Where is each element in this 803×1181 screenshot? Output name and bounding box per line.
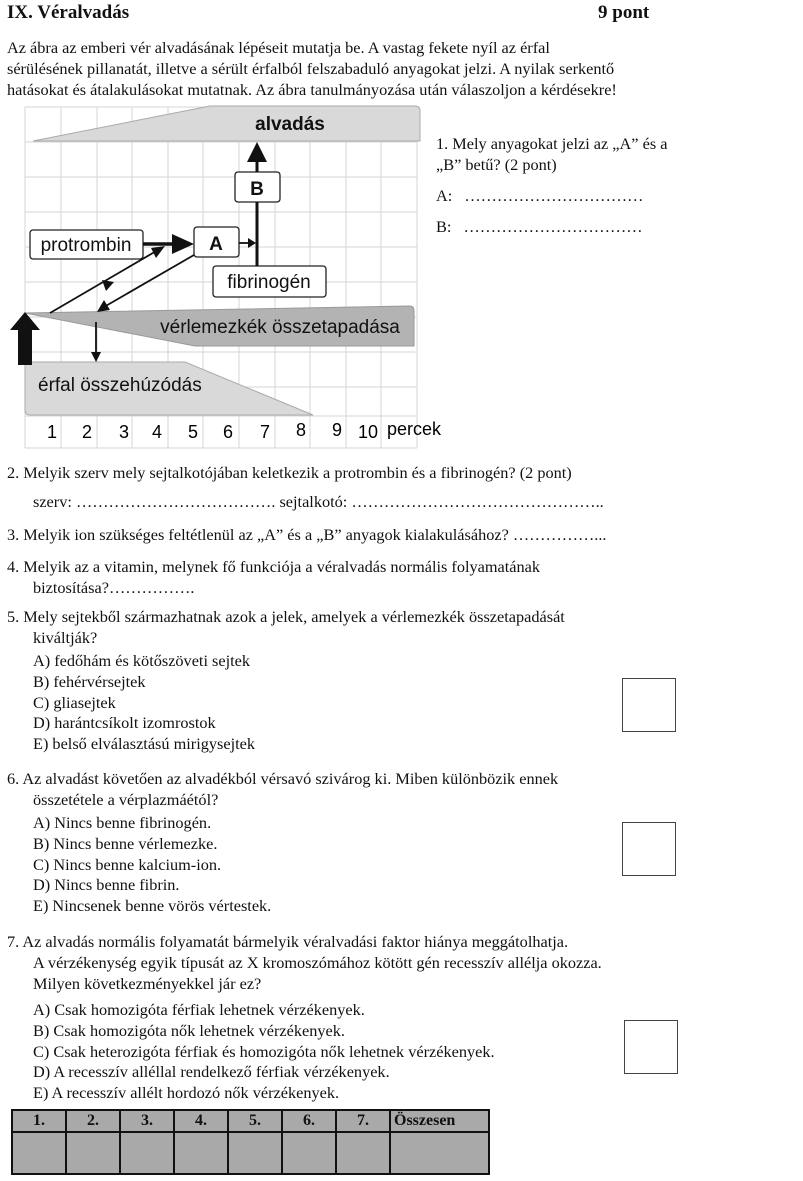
option: C) Nincs benne kalcium-ion. — [33, 854, 222, 874]
option: B) Csak homozigóta nők lehetnek vérzékenyek. — [33, 1020, 345, 1040]
option: C) gliasejtek — [33, 692, 116, 712]
score-cell[interactable] — [120, 1132, 174, 1174]
question-7-text: 7. Az alvadás normális folyamatát bármelyik véralvadási faktor hiánya meggátolhatja. — [7, 932, 569, 951]
box-fibrinogen-label: fibrinogén — [227, 272, 311, 293]
answer-box-q6[interactable] — [622, 822, 676, 876]
option: A) fedőhám és kötőszöveti sejtek — [33, 651, 251, 670]
option: E) Nincsenek benne vörös vértestek. — [33, 896, 272, 916]
question-5-text: kiváltják? — [33, 628, 98, 647]
axis-tick: 10 — [357, 422, 379, 442]
question-4-text: 4. Melyik az a vitamin, melynek fő funkciója a véralvadás normális folyamatának — [7, 557, 541, 576]
band-alvadas-label: alvadás — [255, 114, 325, 135]
question-6-text: összetétele a vérplazmáétól? — [33, 790, 219, 809]
question-6-text: 6. Az alvadást követően az alvadékból vérsavó szivárog ki. Miben különbözik ennek — [7, 769, 559, 788]
question-2 — [7, 462, 604, 512]
intro-line: Az ábra az emberi vér alvadásának lépéseit mutatja be. A vastag fekete nyíl az érfal — [7, 38, 550, 57]
score-cell-total[interactable] — [390, 1132, 489, 1174]
question-7 — [7, 931, 602, 1104]
axis-unit: percek — [387, 419, 442, 439]
option: C) Csak heterozigóta férfiak és homozigóta nők lehetnek vérzékenyek. — [33, 1041, 495, 1061]
option: A) Nincs benne fibrinogén. — [33, 813, 212, 832]
coagulation-diagram — [0, 100, 460, 455]
option: B) Nincs benne vérlemezke. — [33, 833, 218, 853]
intro-line: sérülésének pillanatát, illetve a sérült érfalból felszabaduló anyagokat jelzi. A nyilak serkentő — [7, 59, 615, 78]
question-7-text: A vérzékenység egyik típusát az X kromoszómához kötött gén recesszív allélja okozza. — [33, 953, 602, 972]
score-header: 7. — [336, 1110, 390, 1132]
question-2-answer[interactable]: szerv: ………………………………. sejtalkotó: ……………………………………….. — [33, 492, 604, 511]
score-header: 4. — [174, 1110, 228, 1132]
band-alvadas — [33, 106, 420, 141]
score-header: 5. — [228, 1110, 282, 1132]
answer-box-q5[interactable] — [622, 678, 676, 732]
option: E) belső elválasztású mirigysejtek — [33, 734, 255, 754]
question-4-text[interactable]: biztosítása?……………. — [33, 578, 195, 597]
question-5-text: 5. Mely sejtekből származhatnak azok a jelek, amelyek a vérlemezkék összetapadását — [7, 607, 565, 626]
axis-tick: 4 — [151, 422, 163, 442]
score-table — [11, 1109, 490, 1175]
box-protrombin-label: protrombin — [40, 235, 132, 256]
total-points: 9 pont — [598, 2, 650, 23]
question-6 — [7, 768, 558, 917]
intro-line: hatásokat és átalakulásokat mutatnak. Az ábra tanulmányozása után válaszoljon a kérdésekre! — [7, 80, 617, 99]
answer-a-blank[interactable]: …………………………… — [464, 186, 644, 205]
answer-b-label: B: — [436, 217, 452, 236]
question-2-text: 2. Melyik szerv mely sejtalkotójában keletkezik a protrombin és a fibrinogén? (2 pont) — [7, 463, 572, 482]
axis-tick: 7 — [259, 422, 271, 442]
question-5 — [7, 606, 565, 755]
option: B) fehérvérsejtek — [33, 671, 146, 691]
question-1 — [436, 133, 706, 237]
score-header: 1. — [12, 1110, 66, 1132]
question-3-text[interactable]: 3. Melyik ion szükséges feltétlenül az „A” és a „B” anyagok kialakulásához? ……………... — [7, 525, 607, 544]
answer-box-q7[interactable] — [624, 1020, 678, 1074]
intro-paragraph — [7, 37, 797, 100]
question-1-text: „B” betű? (2 pont) — [436, 155, 557, 174]
arrowhead-protrombin-a — [172, 234, 194, 254]
exam-title: IX. Véralvadás — [7, 2, 130, 23]
band-verlemezkek-label: vérlemezkék összetapadása — [160, 317, 400, 338]
injury-arrow — [10, 312, 40, 365]
score-header-row — [12, 1110, 489, 1132]
score-value-row — [12, 1132, 489, 1174]
arrowhead-up-alvadas — [247, 142, 267, 162]
answer-b-row — [436, 216, 706, 237]
score-header: 3. — [120, 1110, 174, 1132]
option: D) Nincs benne fibrin. — [33, 875, 180, 895]
answer-a-row — [436, 185, 706, 206]
axis-tick: 8 — [295, 420, 307, 440]
score-cell[interactable] — [282, 1132, 336, 1174]
option: A) Csak homozigóta férfiak lehetnek vérzékenyek. — [33, 1000, 365, 1019]
question-7-text: Milyen következményekkel jár ez? — [33, 974, 262, 993]
question-1-text: 1. Mely anyagokat jelzi az „A” és a — [436, 134, 668, 153]
time-axis — [47, 419, 442, 442]
score-header: 6. — [282, 1110, 336, 1132]
question-4 — [7, 556, 540, 598]
score-cell[interactable] — [174, 1132, 228, 1174]
answer-b-blank[interactable]: …………………………… — [463, 217, 643, 236]
axis-tick: 1 — [46, 422, 58, 442]
score-cell[interactable] — [228, 1132, 282, 1174]
score-cell[interactable] — [66, 1132, 120, 1174]
score-header: 2. — [66, 1110, 120, 1132]
axis-tick: 5 — [187, 422, 199, 442]
axis-tick: 2 — [81, 422, 93, 442]
box-a-label: A — [209, 234, 223, 255]
score-header-total: Összesen — [390, 1110, 489, 1132]
axis-tick: 9 — [331, 420, 343, 440]
score-cell[interactable] — [336, 1132, 390, 1174]
question-3 — [7, 524, 607, 545]
box-b-label: B — [250, 179, 264, 200]
option: D) A recesszív alléllal rendelkező férfiak vérzékenyek. — [33, 1062, 390, 1082]
score-cell[interactable] — [12, 1132, 66, 1174]
option: E) A recesszív allélt hordozó nők vérzékenyek. — [33, 1083, 340, 1103]
band-erfal-label: érfal összehúzódás — [38, 375, 202, 396]
answer-a-label: A: — [436, 186, 453, 205]
axis-tick: 3 — [118, 422, 130, 442]
option: D) harántcsíkolt izomrostok — [33, 713, 216, 733]
axis-tick: 6 — [222, 422, 234, 442]
